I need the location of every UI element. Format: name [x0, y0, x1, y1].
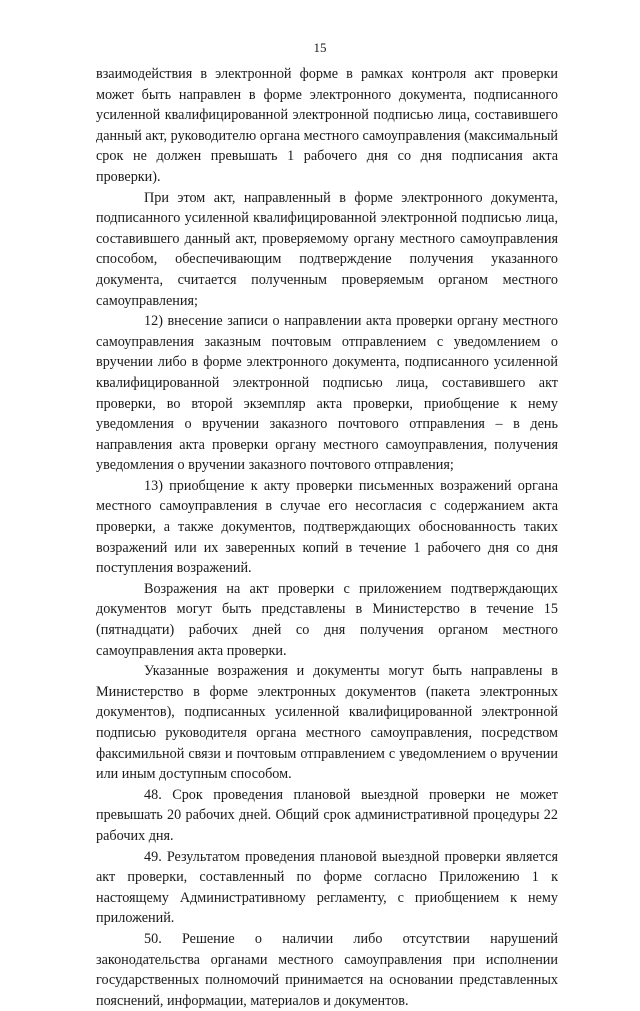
paragraph-item-48: 48. Срок проведения плановой выездной проверки не может превышать 20 рабочих дней. Общий срок административной процедуры 22 рабочих дня.: [96, 786, 558, 844]
paragraph-item-49: 49. Результатом проведения плановой выездной проверки является акт проверки, составленный по форме согласно Приложению 1 к настоящему Административному регламенту, с приобщением к нему приложений.: [96, 848, 558, 927]
paragraph-electronic-act: При этом акт, направленный в форме электронного документа, подписанного усиленной квалифицированной электронной подписью лица, составившего данный акт, проверяемому органу местного самоуправления способом, обеспечивающим подтверждение получения указанного документа, считается полученным проверяемым органом местного самоуправления;: [96, 189, 558, 309]
paragraph-objections-electronic: Указанные возражения и документы могут быть направлены в Министерство в форме электронных документов (пакета электронных документов), подписанных усиленной квалифицированной электронной подписью руководителя органа местного самоуправления, посредством факсимильной связи и почтовым отправлением с уведомлением о вручении или иным доступным способом.: [96, 663, 558, 783]
page-number: 15: [313, 40, 327, 55]
document-body: [96, 64, 558, 1011]
paragraph-objections: Возражения на акт проверки с приложением подтверждающих документов могут быть представлены в Министерство в течение 15 (пятнадцати) рабочих дней со дня получения органом местного самоуправления акта проверки.: [96, 580, 558, 659]
paragraph-item-50: 50. Решение о наличии либо отсутствии нарушений законодательства органами местного самоуправления при исполнении государственных полномочий принимается на основании представленных пояснений, информации, материалов и документов.: [96, 930, 558, 1009]
paragraph-item-12: 12) внесение записи о направлении акта проверки органу местного самоуправления заказным почтовым отправлением с уведомлением о вручении либо в форме электронного документа, подписанного усиленной квалифицированной электронной подписью лица, составившего акт проверки, во второй экземпляр акта проверки, приобщение к нему уведомления о вручении заказного почтового отправления – в день направления акта проверки органу местного самоуправления, получения уведомления о вручении заказного почтового отправления;: [96, 313, 558, 474]
paragraph-item-13: 13) приобщение к акту проверки письменных возражений органа местного самоуправления в случае его несогласия с содержанием акта проверки, а также документов, подтверждающих обоснованность таких возражений или их заверенных копий в течение 1 рабочего дня со дня поступления возражений.: [96, 477, 558, 577]
paragraph-continuation: взаимодействия в электронной форме в рамках контроля акт проверки может быть направлен в форме электронного документа, подписанного усиленной квалифицированной электронной подписью лица, составившего данный акт, руководителю органа местного самоуправления (максимальный срок не должен превышать 1 рабочего дня со дня подписания акта проверки).: [96, 66, 558, 185]
